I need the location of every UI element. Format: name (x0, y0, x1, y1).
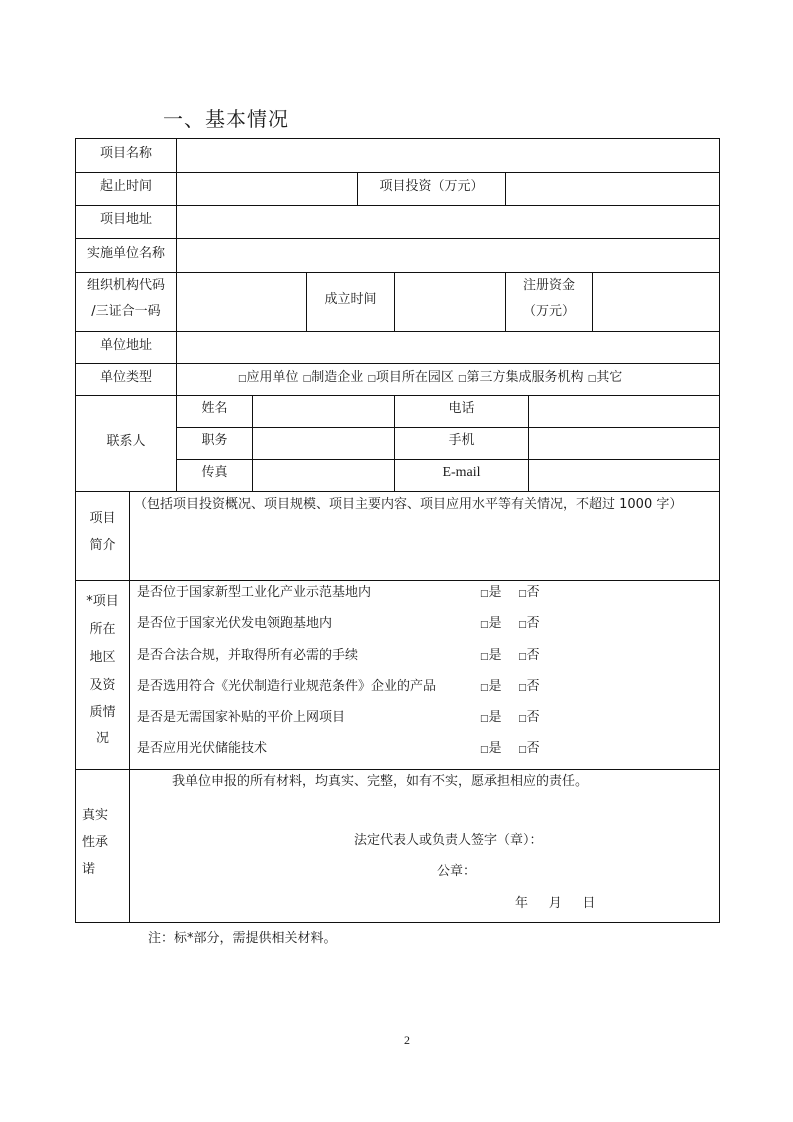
checkbox-icon[interactable]: □ (238, 374, 247, 384)
pledge-date (515, 896, 595, 912)
qualification-question: 是否位于国家光伏发电领跑基地内 (137, 616, 333, 631)
contact-position-field[interactable] (253, 428, 394, 459)
start-end-time-field[interactable] (177, 173, 357, 205)
yes-no-options (480, 648, 540, 665)
page-number: 2 (404, 1033, 410, 1047)
no-option[interactable]: □否 (518, 679, 540, 694)
label-contact-phone: 电话 (448, 401, 475, 416)
label-contact-mobile: 手机 (448, 433, 475, 448)
label-contact-name: 姓名 (201, 401, 228, 416)
no-option[interactable]: □否 (518, 616, 540, 631)
project-name-field[interactable] (177, 139, 719, 172)
label-established-time: 成立时间 (324, 292, 377, 307)
label-qualification-line: 及资 (89, 678, 116, 693)
qualification-question: 是否选用符合《光伏制造行业规范条件》企业的产品 (137, 679, 437, 694)
date-day: 日 (582, 896, 596, 911)
qualification-question: 是否是无需国家补贴的平价上网项目 (137, 710, 346, 725)
label-contact-email: E-mail (442, 465, 481, 480)
label-project-address: 项目地址 (99, 212, 152, 227)
checkbox-icon[interactable]: □ (518, 652, 527, 662)
label-unit-type: 单位类型 (99, 370, 152, 385)
contact-fax-field[interactable] (253, 460, 394, 491)
contact-mobile-field[interactable] (529, 428, 719, 459)
label-qualification-line: 地区 (89, 650, 116, 665)
unit-type-option-application[interactable]: □应用单位 (238, 370, 299, 385)
qualification-question: 是否位于国家新型工业化产业示范基地内 (137, 585, 372, 600)
yes-no-options (480, 741, 540, 758)
yes-option[interactable]: □是 (480, 679, 502, 694)
checkbox-icon[interactable]: □ (480, 683, 489, 693)
pledge-seal-label: 公章： (437, 864, 477, 879)
label-project-investment: 项目投资（万元） (379, 179, 484, 194)
contact-name-field[interactable] (253, 396, 394, 427)
yes-option[interactable]: □是 (480, 648, 502, 663)
yes-no-options (480, 679, 540, 696)
no-option[interactable]: □否 (518, 710, 540, 725)
label-contact-position: 职务 (201, 433, 228, 448)
no-option[interactable]: □否 (518, 741, 540, 756)
summary-textarea[interactable] (134, 497, 716, 577)
table-border-right (719, 138, 720, 923)
checkbox-icon[interactable]: □ (518, 620, 527, 630)
checkbox-icon[interactable]: □ (480, 714, 489, 724)
label-implementing-unit: 实施单位名称 (86, 246, 165, 261)
pledge-statement: 我单位申报的所有材料，均真实、完整，如有不实，愿承担相应的责任。 (172, 774, 589, 789)
checkbox-icon[interactable]: □ (302, 374, 312, 384)
contact-email-field[interactable] (529, 460, 719, 491)
label-unit-address: 单位地址 (99, 338, 152, 353)
contact-phone-field[interactable] (529, 396, 719, 427)
registered-capital-field[interactable] (593, 273, 719, 331)
yes-option[interactable]: □是 (480, 616, 502, 631)
checkbox-icon[interactable]: □ (480, 652, 489, 662)
no-option[interactable]: □否 (518, 585, 540, 600)
checkbox-icon[interactable]: □ (518, 714, 527, 724)
org-code-field[interactable] (177, 273, 306, 331)
unit-type-option-park[interactable]: □项目所在园区 (367, 370, 454, 385)
label-org-code-line2: /三证合一码 (91, 304, 161, 319)
row-divider (75, 769, 720, 770)
label-qualification-line: 质情 (89, 705, 116, 720)
label-contact-fax: 传真 (201, 465, 228, 480)
yes-option[interactable]: □是 (480, 710, 502, 725)
label-summary-line2: 简介 (89, 538, 116, 553)
checkbox-icon[interactable]: □ (518, 683, 527, 693)
summary-hint: （包括项目投资概况、项目规模、项目主要内容、项目应用水平等有关情况，不超过 1000 字） (134, 497, 683, 512)
footnote: 注：标*部分，需提供相关材料。 (148, 931, 337, 946)
pledge-signature-label: 法定代表人或负责人签字（章）： (354, 833, 543, 848)
date-month: 月 (548, 896, 562, 911)
date-year: 年 (515, 896, 529, 911)
yes-option[interactable]: □是 (480, 585, 502, 600)
row-divider (75, 491, 720, 492)
yes-no-options (480, 710, 540, 727)
checkbox-icon[interactable]: □ (480, 620, 489, 630)
checkbox-icon[interactable]: □ (480, 745, 489, 755)
unit-type-options (238, 370, 622, 387)
label-project-name: 项目名称 (99, 146, 152, 161)
label-org-code-line1: 组织机构代码 (86, 278, 165, 293)
checkbox-icon[interactable]: □ (480, 589, 489, 599)
unit-type-option-integrator[interactable]: □第三方集成服务机构 (458, 370, 584, 385)
label-qualification-line: 所在 (89, 622, 116, 637)
project-address-field[interactable] (177, 206, 719, 238)
unit-address-field[interactable] (177, 332, 719, 363)
qualification-question: 是否应用光伏储能技术 (137, 741, 268, 756)
implementing-unit-field[interactable] (177, 239, 719, 272)
no-option[interactable]: □否 (518, 648, 540, 663)
label-registered-capital-line1: 注册资金 (522, 278, 575, 293)
established-time-field[interactable] (395, 273, 505, 331)
checkbox-icon[interactable]: □ (458, 374, 467, 384)
label-pledge-line: 性承 (82, 835, 109, 850)
yes-no-options (480, 585, 540, 602)
yes-no-options (480, 616, 540, 633)
qualification-question: 是否合法合规，并取得所有必需的手续 (137, 648, 359, 663)
checkbox-icon[interactable]: □ (587, 374, 597, 384)
label-qualification-line: 况 (95, 731, 109, 746)
checkbox-icon[interactable]: □ (518, 745, 527, 755)
label-contact: 联系人 (106, 434, 146, 449)
section-title: 一、基本情况 (163, 107, 289, 131)
project-investment-field[interactable] (506, 173, 719, 205)
label-summary-line1: 项目 (89, 511, 116, 526)
label-pledge-line: 真实 (82, 808, 109, 823)
label-start-end-time: 起止时间 (99, 179, 152, 194)
label-pledge-line: 诺 (82, 862, 96, 877)
unit-type-option-manufacturer[interactable]: □制造企业 (302, 370, 364, 385)
label-registered-capital-line2: （万元） (522, 304, 575, 319)
col-divider (129, 491, 130, 922)
unit-type-option-other[interactable]: □其它 (587, 370, 623, 385)
label-qualification-line: *项目 (86, 594, 119, 609)
row-divider (75, 580, 720, 581)
table-border-bottom (75, 922, 720, 923)
row-divider (75, 363, 720, 364)
checkbox-icon[interactable]: □ (367, 374, 376, 384)
yes-option[interactable]: □是 (480, 741, 502, 756)
checkbox-icon[interactable]: □ (518, 589, 527, 599)
